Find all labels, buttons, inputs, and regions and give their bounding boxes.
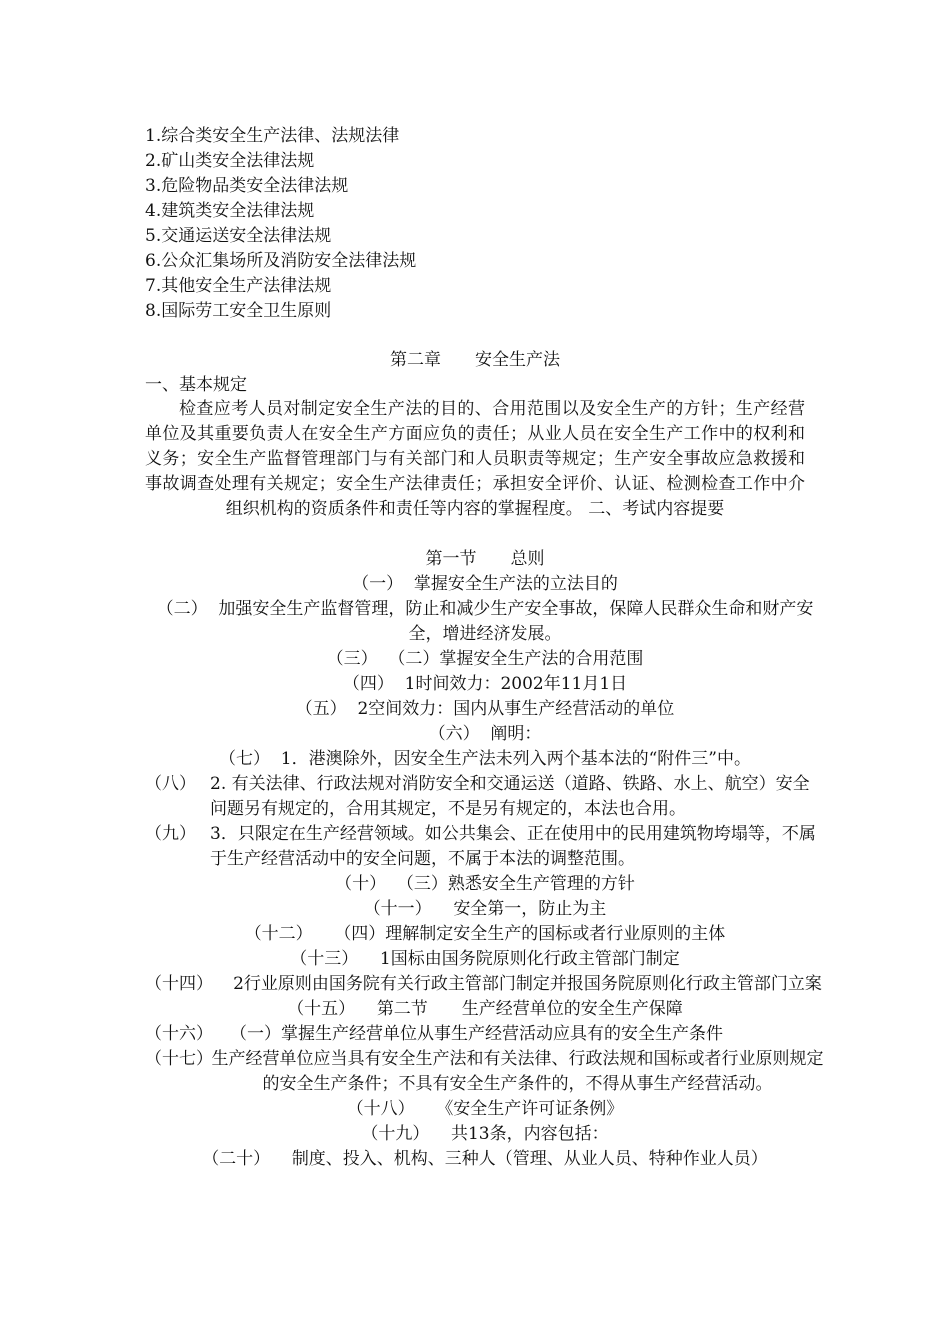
outline-item	[145, 1097, 825, 1122]
outline-text: 《安全生产许可证条例》	[436, 1099, 624, 1119]
outline-item	[145, 997, 825, 1022]
outline-number: （六）	[428, 724, 480, 744]
outline-text: 阐明：	[490, 724, 542, 744]
outline-text: 第二节 生产经营单位的安全生产保障	[376, 999, 683, 1019]
law-category-list	[145, 124, 705, 324]
list-item: 3.危险物品类安全法律法规	[145, 176, 349, 196]
outline-number: （十七）	[145, 1049, 213, 1069]
outline-text: 1国标由国务院原则化行政主管部门制定	[379, 949, 680, 969]
outline-item	[145, 647, 825, 672]
list-item: 1.综合类安全生产法律、法规法律	[145, 126, 400, 146]
body-paragraph: 检查应考人员对制定安全生产法的目的、合用范围以及安全生产的方针；生产经营单位及其重要负责人在安全生产方面应负的责任；从业人员在安全生产工作中的权利和义务；安全生产监督管理部门与有关部门和人员职责等规定；生产安全事故应急救援和事故调查处理有关规定；安全生产法律责任；承担安全评价、认证、检测检查工作中介组织机构的资质条件和责任等内容的掌握程度。 二、考试内容提要	[145, 399, 805, 519]
outline-item	[145, 722, 825, 747]
outline-number: （十六）	[145, 1024, 213, 1044]
outline-text: 3．只限定在生产经营领域。如公共集会、正在使用中的民用建筑物垮塌等，不属于生产经营活动中的安全问题，不属于本法的调整范围。	[210, 824, 816, 869]
outline-text: 生产经营单位应当具有安全生产法和有关法律、行政法规和国标或者行业原则规定的安全生产条件；不具有安全生产条件的，不得从事生产经营活动。	[211, 1049, 824, 1094]
outline-item	[145, 672, 825, 697]
list-item: 8.国际劳工安全卫生原则	[145, 301, 332, 321]
outline-item	[145, 1147, 825, 1172]
outline-text: （二）掌握安全生产法的合用范围	[388, 649, 644, 669]
outline-text: 2行业原则由国务院有关行政主管部门制定并报国务院原则化行政主管部门立案	[233, 974, 822, 994]
outline-text: （四）理解制定安全生产的国标或者行业原则的主体	[334, 924, 726, 944]
outline-number: （九）	[145, 824, 196, 844]
outline-number: （二十）	[202, 1149, 271, 1169]
outline-item	[145, 1122, 825, 1147]
outline-number: （五）	[295, 699, 347, 719]
section-heading: 一、基本规定	[145, 375, 247, 395]
outline-item	[145, 772, 825, 822]
outline-text: 2空间效力：国内从事生产经营活动的单位	[357, 699, 675, 719]
outline-item	[145, 1022, 825, 1047]
outline-text: （一）掌握生产经营单位从事生产经营活动应具有的安全生产条件	[230, 1024, 723, 1044]
outline-text: 加强安全生产监督管理，防止和减少生产安全事故，保障人民群众生命和财产安全，增进经济发展。	[218, 599, 814, 644]
outline-number: （十二）	[244, 924, 313, 944]
outline-item	[145, 872, 825, 897]
outline-text: 掌握安全生产法的立法目的	[413, 574, 618, 594]
outline-number: （十九）	[361, 1124, 430, 1144]
outline-list	[145, 547, 825, 1172]
outline-number: （八）	[145, 774, 196, 794]
outline-item	[145, 1047, 825, 1097]
outline-number: （十八）	[346, 1099, 415, 1119]
outline-text: 第一节 总则	[425, 549, 545, 569]
outline-number: （十四）	[145, 974, 213, 994]
outline-number: （二）	[156, 599, 208, 619]
outline-item	[145, 822, 825, 872]
outline-text: 1．港澳除外，因安全生产法未列入两个基本法的“附件三”中。	[280, 749, 751, 769]
list-item: 6.公众汇集场所及消防安全法律法规	[145, 251, 417, 271]
outline-text: 制度、投入、机构、三种人（管理、从业人员、特种作业人员）	[291, 1149, 768, 1169]
list-item: 4.建筑类安全法律法规	[145, 201, 315, 221]
outline-item	[145, 547, 825, 572]
outline-text: （三）熟悉安全生产管理的方针	[396, 874, 635, 894]
outline-number: （十）	[335, 874, 387, 894]
outline-number: （十一）	[363, 899, 432, 919]
outline-number: （一）	[352, 574, 404, 594]
list-item: 5.交通运送安全法律法规	[145, 226, 332, 246]
outline-item	[145, 697, 825, 722]
outline-number: （三）	[326, 649, 378, 669]
outline-item	[145, 747, 825, 772]
list-item: 2.矿山类安全法律法规	[145, 151, 315, 171]
outline-number: （十三）	[290, 949, 359, 969]
list-item: 7.其他安全生产法律法规	[145, 276, 332, 296]
outline-text: 1时间效力：2002年11月1日	[404, 674, 628, 694]
outline-number: （七）	[218, 749, 270, 769]
outline-item	[145, 922, 825, 947]
chapter-title: 第二章 安全生产法	[390, 350, 560, 370]
outline-item	[145, 572, 825, 597]
outline-item	[145, 597, 825, 647]
outline-number: （十五）	[287, 999, 356, 1019]
outline-text: 2. 有关法律、行政法规对消防安全和交通运送（道路、铁路、水上、航空）安全问题另有规定的，合用其规定，不是另有规定的，本法也合用。	[210, 774, 810, 819]
outline-number: （四）	[342, 674, 394, 694]
outline-item	[145, 897, 825, 922]
outline-text: 安全第一，防止为主	[453, 899, 607, 919]
outline-text: 共13条，内容包括：	[450, 1124, 609, 1144]
outline-item	[145, 972, 825, 997]
outline-item	[145, 947, 825, 972]
